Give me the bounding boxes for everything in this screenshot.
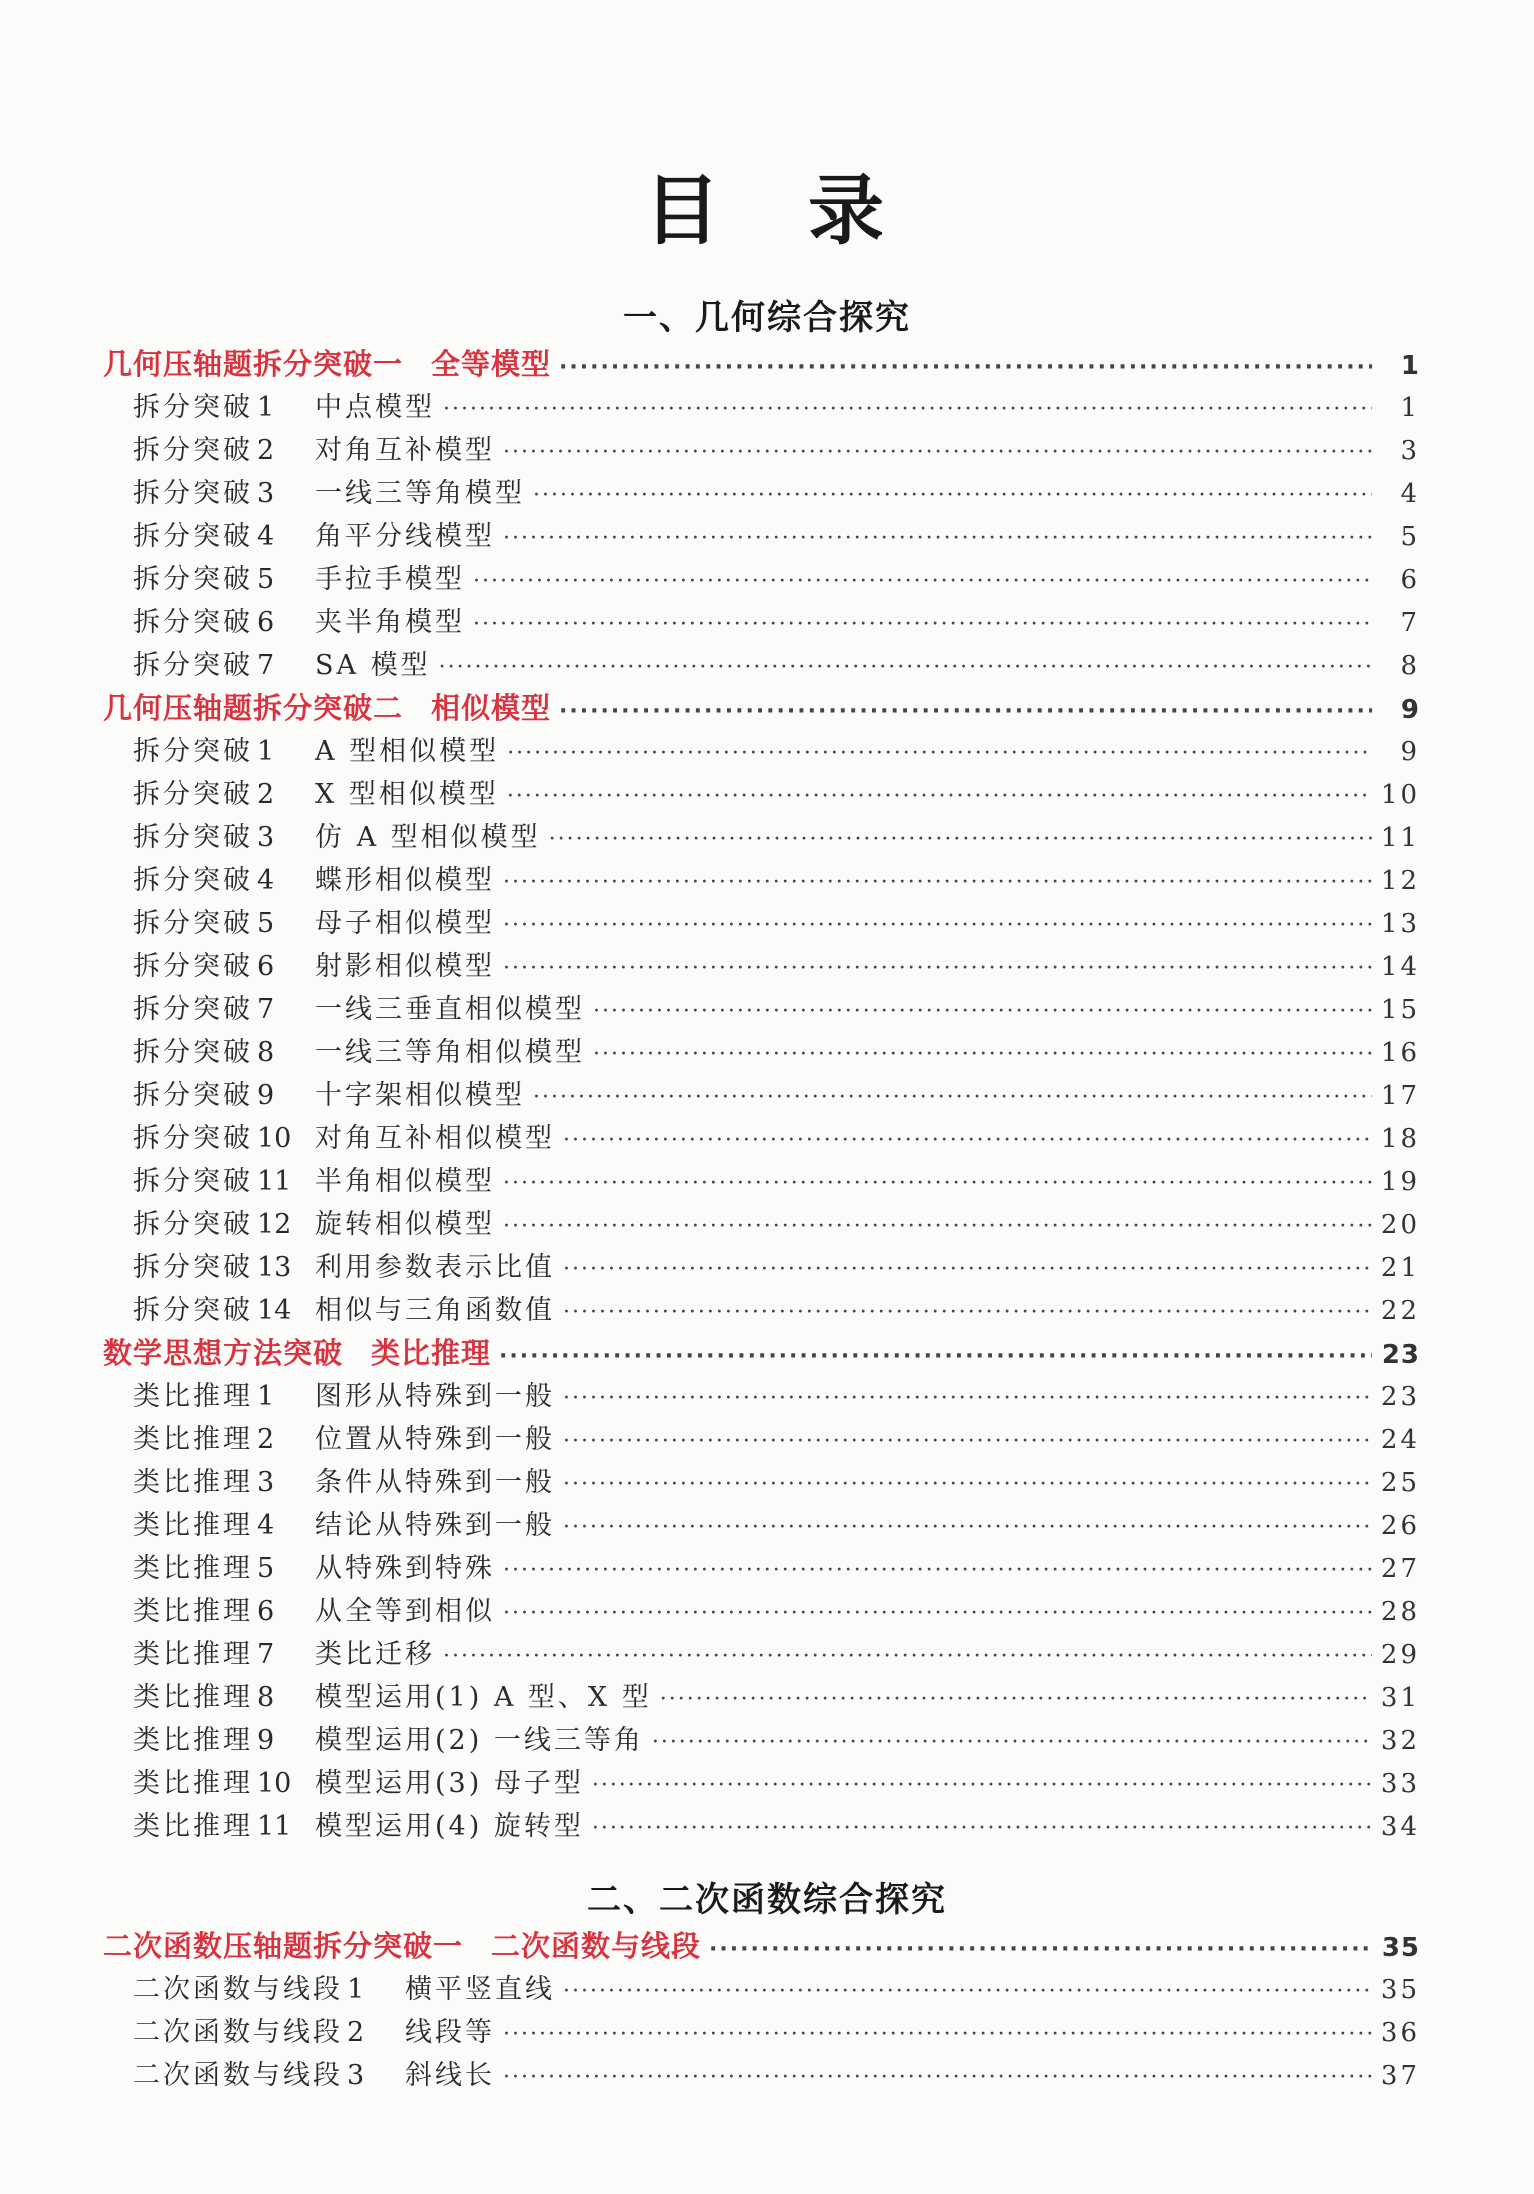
entry-label: [0, 944, 495, 983]
page-number: 17: [1380, 1081, 1420, 1111]
dot-leader: [549, 827, 1372, 852]
entry-title: 条件从特殊到一般: [315, 1467, 555, 1498]
toc-entry-line[interactable]: [0, 557, 1534, 597]
dot-leader: [503, 1601, 1372, 1626]
entry-prefix: 拆分突破: [133, 478, 253, 509]
entry-label: [0, 2053, 495, 2092]
dot-leader: [563, 1429, 1372, 1454]
page-number: 21: [1380, 1253, 1420, 1283]
entry-title: 模型运用(4) 旋转型: [315, 1811, 584, 1842]
entry-title: 夹半角模型: [315, 607, 465, 638]
page-number: 23: [1381, 1340, 1420, 1370]
entry-title: 从全等到相似: [315, 1596, 495, 1627]
entry-label: [0, 514, 495, 553]
dot-leader: [503, 2065, 1372, 2090]
entry-label: [0, 1245, 555, 1284]
dot-leader: [559, 699, 1372, 724]
entry-title: 蝶形相似模型: [315, 865, 495, 896]
page-number: 32: [1380, 1726, 1420, 1756]
entry-prefix: 拆分突破: [133, 994, 253, 1025]
toc-part-line[interactable]: [0, 1924, 1534, 1964]
entry-label: [0, 385, 435, 424]
entry-title: 模型运用(3) 母子型: [315, 1768, 584, 1799]
entry-label: [0, 772, 499, 811]
toc-entry-line[interactable]: [0, 1632, 1534, 1672]
page-number: 5: [1400, 522, 1420, 552]
entry-label: [0, 901, 495, 940]
toc-part-line[interactable]: [0, 342, 1534, 382]
toc-entry-line[interactable]: [0, 944, 1534, 984]
entry-prefix: 拆分突破: [133, 908, 253, 939]
page-number: 22: [1380, 1296, 1420, 1326]
entry-label: [0, 729, 499, 768]
entry-title: 十字架相似模型: [315, 1080, 525, 1111]
dot-leader: [503, 956, 1372, 981]
page-number: 31: [1380, 1683, 1420, 1713]
page-title: 目 录: [644, 166, 890, 255]
dot-leader: [563, 1472, 1372, 1497]
page-number: 12: [1380, 866, 1420, 896]
entry-label: [0, 1546, 495, 1585]
entry-title: SA 模型: [315, 650, 431, 681]
entry-number: 14: [257, 1295, 292, 1326]
dot-leader: [503, 526, 1372, 551]
entry-title: 位置从特殊到一般: [315, 1424, 555, 1455]
entry-title: 角平分线模型: [315, 521, 495, 552]
entry-prefix: 类比推理: [133, 1467, 253, 1498]
entry-number: 7: [257, 1639, 275, 1670]
entry-number: 1: [257, 1381, 275, 1412]
toc-entry-line[interactable]: [0, 1546, 1534, 1586]
entry-title: 对角互补模型: [315, 435, 495, 466]
dot-leader: [652, 1730, 1372, 1755]
entry-prefix: 拆分突破: [133, 1123, 253, 1154]
page-number: 19: [1380, 1167, 1420, 1197]
toc-entry-line[interactable]: [0, 1675, 1534, 1715]
entry-prefix: 拆分突破: [133, 779, 253, 810]
entry-number: 8: [257, 1037, 275, 1068]
entry-prefix: 拆分突破: [133, 650, 253, 681]
page-number: 13: [1380, 909, 1420, 939]
part-title-text: 几何压轴题拆分突破一: [103, 347, 404, 381]
entry-number: 2: [257, 1424, 275, 1455]
page-number: 3: [1400, 436, 1420, 466]
dot-leader: [473, 612, 1372, 637]
entry-number: 1: [257, 736, 275, 767]
toc-entry-line[interactable]: [0, 2010, 1534, 2050]
entry-prefix: 拆分突破: [133, 1295, 253, 1326]
entry-title: 模型运用(1) A 型、X 型: [315, 1682, 652, 1713]
part-title-text: 几何压轴题拆分突破二: [103, 691, 404, 725]
entry-label: [0, 1675, 652, 1714]
entry-number: 1: [257, 392, 275, 423]
page-number: 24: [1380, 1425, 1420, 1455]
toc-part-line[interactable]: [0, 1331, 1534, 1371]
entry-title: 半角相似模型: [315, 1166, 495, 1197]
page-number: 36: [1380, 2018, 1420, 2048]
entry-number: 4: [257, 1510, 275, 1541]
entry-number: 11: [257, 1811, 292, 1842]
dot-leader: [443, 1644, 1372, 1669]
section-heading: 一、几何综合探究: [623, 298, 911, 338]
dot-leader: [563, 1979, 1372, 2004]
entry-number: 1: [347, 1974, 365, 2005]
section-heading: 二、二次函数综合探究: [587, 1880, 947, 1920]
part-subtitle-text: 二次函数与线段: [491, 1929, 702, 1963]
entry-prefix: 拆分突破: [133, 1252, 253, 1283]
page-number: 35: [1381, 1933, 1420, 1963]
entry-prefix: 类比推理: [133, 1424, 253, 1455]
toc-entry-line[interactable]: [0, 1460, 1534, 1500]
dot-leader: [503, 1171, 1372, 1196]
entry-prefix: 拆分突破: [133, 521, 253, 552]
dot-leader: [593, 999, 1372, 1024]
entry-label: [0, 643, 431, 682]
entry-label: [0, 1030, 585, 1069]
part-title: [0, 686, 551, 726]
page-number: 9: [1400, 737, 1420, 767]
toc-entry-line[interactable]: [0, 1159, 1534, 1199]
dot-leader: [439, 655, 1372, 680]
entry-prefix: 二次函数与线段: [133, 2060, 343, 2091]
entry-title: 模型运用(2) 一线三等角: [315, 1725, 644, 1756]
entry-prefix: 拆分突破: [133, 1080, 253, 1111]
entry-number: 8: [257, 1682, 275, 1713]
toc-entry-line[interactable]: [0, 772, 1534, 812]
toc-entry-line[interactable]: [0, 901, 1534, 941]
entry-label: [0, 1589, 495, 1628]
entry-prefix: 二次函数与线段: [133, 1974, 343, 2005]
entry-title: X 型相似模型: [315, 779, 499, 810]
entry-number: 6: [257, 607, 275, 638]
entry-title: 类比迁移: [315, 1639, 435, 1670]
entry-prefix: 拆分突破: [133, 822, 253, 853]
entry-label: [0, 600, 465, 639]
entry-prefix: 拆分突破: [133, 435, 253, 466]
part-subtitle-text: 全等模型: [431, 347, 552, 381]
entry-label: [0, 1288, 555, 1327]
page-number: 9: [1400, 695, 1420, 725]
entry-number: 5: [257, 1553, 275, 1584]
entry-label: [0, 1632, 435, 1671]
page-number: 6: [1400, 565, 1420, 595]
page-number: 1: [1400, 393, 1420, 423]
toc-entry-line[interactable]: [0, 1589, 1534, 1629]
entry-number: 7: [257, 994, 275, 1025]
page-number: 16: [1380, 1038, 1420, 1068]
dot-leader: [503, 440, 1372, 465]
page-number: 33: [1380, 1769, 1420, 1799]
entry-number: 3: [257, 822, 275, 853]
entry-prefix: 类比推理: [133, 1682, 253, 1713]
entry-prefix: 类比推理: [133, 1381, 253, 1412]
entry-title: 从特殊到特殊: [315, 1553, 495, 1584]
part-title-text: 二次函数压轴题拆分突破一: [103, 1929, 464, 1963]
entry-prefix: 二次函数与线段: [133, 2017, 343, 2048]
toc-entry-line[interactable]: [0, 1417, 1534, 1457]
toc-entry-line[interactable]: [0, 1030, 1534, 1070]
entry-title: 仿 A 型相似模型: [315, 822, 541, 853]
entry-title: 手拉手模型: [315, 564, 465, 595]
entry-label: [0, 1804, 584, 1843]
toc-entry-line[interactable]: [0, 385, 1534, 425]
entry-label: [0, 2010, 495, 2049]
dot-leader: [503, 870, 1372, 895]
toc-entry-line[interactable]: [0, 1804, 1534, 1844]
entry-label: [0, 858, 495, 897]
page-number: 18: [1380, 1124, 1420, 1154]
entry-prefix: 类比推理: [133, 1639, 253, 1670]
entry-label: [0, 1202, 495, 1241]
toc-entry-line[interactable]: [0, 729, 1534, 769]
dot-leader: [559, 355, 1372, 380]
page-number: 8: [1400, 651, 1420, 681]
entry-title: 一线三垂直相似模型: [315, 994, 585, 1025]
entry-label: [0, 428, 495, 467]
dot-leader: [533, 483, 1372, 508]
entry-label: [0, 557, 465, 596]
page-number: 7: [1400, 608, 1420, 638]
entry-prefix: 类比推理: [133, 1725, 253, 1756]
part-title-text: 数学思想方法突破: [103, 1336, 344, 1370]
entry-label: [0, 1116, 555, 1155]
entry-number: 3: [257, 1467, 275, 1498]
entry-prefix: 类比推理: [133, 1510, 253, 1541]
toc-entry-line[interactable]: [0, 1503, 1534, 1543]
entry-prefix: 类比推理: [133, 1768, 253, 1799]
part-subtitle-text: 相似模型: [431, 691, 552, 725]
entry-label: [0, 987, 585, 1026]
dot-leader: [660, 1687, 1372, 1712]
entry-prefix: 拆分突破: [133, 1209, 253, 1240]
entry-number: 10: [257, 1123, 292, 1154]
dot-leader: [499, 1344, 1372, 1369]
page-number: 25: [1380, 1468, 1420, 1498]
toc-part-line[interactable]: [0, 686, 1534, 726]
entry-prefix: 拆分突破: [133, 1037, 253, 1068]
entry-prefix: 拆分突破: [133, 392, 253, 423]
page-number: 10: [1380, 780, 1420, 810]
toc-entry-line[interactable]: [0, 1761, 1534, 1801]
part-title: [0, 342, 551, 382]
entry-title: 图形从特殊到一般: [315, 1381, 555, 1412]
entry-number: 4: [257, 865, 275, 896]
dot-leader: [563, 1128, 1372, 1153]
entry-title: 一线三等角相似模型: [315, 1037, 585, 1068]
page-number: 4: [1400, 479, 1420, 509]
entry-prefix: 拆分突破: [133, 607, 253, 638]
entry-label: [0, 815, 541, 854]
page-number: 14: [1380, 952, 1420, 982]
page-number: 11: [1380, 823, 1420, 853]
dot-leader: [503, 913, 1372, 938]
dot-leader: [503, 1214, 1372, 1239]
entry-label: [0, 1460, 555, 1499]
dot-leader: [503, 2022, 1372, 2047]
entry-prefix: 拆分突破: [133, 1166, 253, 1197]
entry-title: 利用参数表示比值: [315, 1252, 555, 1283]
toc-entry-line[interactable]: [0, 987, 1534, 1027]
entry-number: 11: [257, 1166, 292, 1197]
toc-entry-line[interactable]: [0, 1374, 1534, 1414]
toc-entry-line[interactable]: [0, 471, 1534, 511]
entry-prefix: 拆分突破: [133, 951, 253, 982]
entry-number: 10: [257, 1768, 292, 1799]
page-number: 15: [1380, 995, 1420, 1025]
dot-leader: [563, 1386, 1372, 1411]
entry-prefix: 类比推理: [133, 1553, 253, 1584]
entry-label: [0, 1417, 555, 1456]
toc-entry-line[interactable]: [0, 643, 1534, 683]
part-title: [0, 1924, 701, 1964]
toc-entry-line[interactable]: [0, 1245, 1534, 1285]
page-number: 26: [1380, 1511, 1420, 1541]
dot-leader: [563, 1300, 1372, 1325]
page-number: 37: [1380, 2061, 1420, 2091]
dot-leader: [473, 569, 1372, 594]
toc-entry-line[interactable]: [0, 815, 1534, 855]
entry-label: [0, 1761, 584, 1800]
entry-title: 对角互补相似模型: [315, 1123, 555, 1154]
entry-number: 9: [257, 1080, 275, 1111]
dot-leader: [563, 1257, 1372, 1282]
entry-title: 斜线长: [405, 2060, 495, 2091]
entry-number: 7: [257, 650, 275, 681]
entry-number: 13: [257, 1252, 292, 1283]
entry-number: 6: [257, 951, 275, 982]
entry-number: 9: [257, 1725, 275, 1756]
toc-entry-line[interactable]: [0, 1116, 1534, 1156]
entry-label: [0, 1374, 555, 1413]
toc-entry-line[interactable]: [0, 1073, 1534, 1113]
page-number: 34: [1380, 1812, 1420, 1842]
dot-leader: [709, 1937, 1372, 1962]
toc-entry-line[interactable]: [0, 858, 1534, 898]
entry-number: 2: [347, 2017, 365, 2048]
dot-leader: [507, 741, 1372, 766]
entry-prefix: 拆分突破: [133, 736, 253, 767]
toc-entry-line[interactable]: [0, 428, 1534, 468]
dot-leader: [533, 1085, 1372, 1110]
page-number: 29: [1380, 1640, 1420, 1670]
entry-number: 3: [257, 478, 275, 509]
entry-label: [0, 1503, 555, 1542]
entry-number: 5: [257, 564, 275, 595]
entry-number: 4: [257, 521, 275, 552]
entry-title: 旋转相似模型: [315, 1209, 495, 1240]
page-number: 35: [1380, 1975, 1420, 2005]
entry-prefix: 类比推理: [133, 1811, 253, 1842]
toc-entry-line[interactable]: [0, 1967, 1534, 2007]
toc-entry-line[interactable]: [0, 514, 1534, 554]
toc-entry-line[interactable]: [0, 1288, 1534, 1328]
dot-leader: [507, 784, 1372, 809]
part-subtitle-text: 类比推理: [371, 1336, 492, 1370]
toc-entry-line[interactable]: [0, 600, 1534, 640]
dot-leader: [503, 1558, 1372, 1583]
entry-title: 射影相似模型: [315, 951, 495, 982]
entry-title: 一线三等角模型: [315, 478, 525, 509]
entry-title: 线段等: [405, 2017, 495, 2048]
entry-title: 中点模型: [315, 392, 435, 423]
entry-number: 3: [347, 2060, 365, 2091]
entry-title: 结论从特殊到一般: [315, 1510, 555, 1541]
entry-prefix: 拆分突破: [133, 865, 253, 896]
page-number: 1: [1400, 351, 1420, 381]
dot-leader: [592, 1816, 1372, 1841]
entry-number: 5: [257, 908, 275, 939]
entry-number: 2: [257, 779, 275, 810]
toc-entry-line[interactable]: [0, 1718, 1534, 1758]
dot-leader: [443, 397, 1372, 422]
page-number: 20: [1380, 1210, 1420, 1240]
dot-leader: [592, 1773, 1372, 1798]
entry-number: 2: [257, 435, 275, 466]
entry-title: 横平竖直线: [405, 1974, 555, 2005]
page-number: 28: [1380, 1597, 1420, 1627]
entry-label: [0, 1967, 555, 2006]
toc-entry-line[interactable]: [0, 2053, 1534, 2093]
entry-label: [0, 1073, 525, 1112]
entry-prefix: 拆分突破: [133, 564, 253, 595]
entry-title: A 型相似模型: [315, 736, 500, 767]
entry-label: [0, 1718, 644, 1757]
page-number: 23: [1380, 1382, 1420, 1412]
entry-number: 12: [257, 1209, 292, 1240]
toc-entry-line[interactable]: [0, 1202, 1534, 1242]
entry-title: 相似与三角函数值: [315, 1295, 555, 1326]
entry-title: 母子相似模型: [315, 908, 495, 939]
dot-leader: [593, 1042, 1372, 1067]
entry-prefix: 类比推理: [133, 1596, 253, 1627]
dot-leader: [563, 1515, 1372, 1540]
entry-label: [0, 471, 525, 510]
entry-label: [0, 1159, 495, 1198]
part-title: [0, 1331, 491, 1371]
entry-number: 6: [257, 1596, 275, 1627]
page-number: 27: [1380, 1554, 1420, 1584]
